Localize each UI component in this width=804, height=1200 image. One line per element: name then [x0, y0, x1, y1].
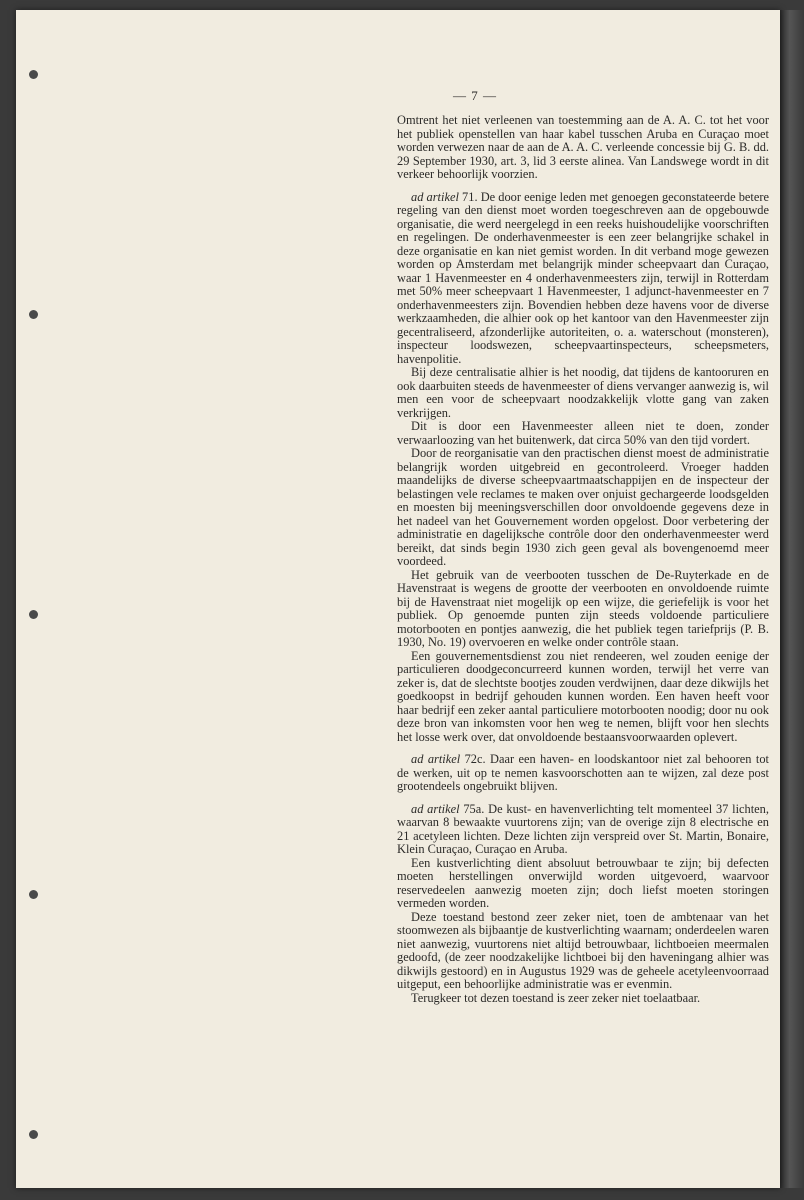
binding-hole: [29, 890, 38, 899]
article-number: 71.: [462, 189, 478, 204]
article-number: 75a.: [463, 801, 485, 816]
paragraph-ad-artikel-72c: ad artikel 72c. Daar een haven- en loodskantoor niet zal behooren tot de werken, uit op te nemen kasvoorschotten aan te wijzen, zal deze post grootendeels ongebruikt blijven.: [397, 752, 769, 793]
article-reference: ad artikel: [411, 189, 459, 204]
paragraph: Het gebruik van de veerbooten tusschen de De-Ruyterkade en de Havenstraat is wegens de grootte der veerbooten en onvoldoende ruimte bij de Havenstraat niet mogelijk op een wijze, die geriefelijk is voor het publiek. Op genoemde punten zijn steeds voldoende particuliere motorbooten en pontjes aanwezig, die het publiek tegen tariefprijs (P. B. 1930, No. 19) overvoeren en welke onder contrôle staan.: [397, 567, 769, 649]
binding-hole: [29, 610, 38, 619]
article-reference: ad artikel: [411, 752, 461, 766]
binding-hole: [29, 310, 38, 319]
body-text: [397, 114, 769, 1005]
binding-hole: [29, 1130, 38, 1139]
paragraph: Dit is door een Havenmeester alleen niet te doen, zonder verwaarloozing van het buitenwerk, dat circa 50% van den tijd vordert.: [397, 419, 769, 447]
paragraph-ad-artikel-75a: ad artikel 75a. De kust- en havenverlichting telt momenteel 37 lichten, waarvan 8 bewaakte vuurtorens zijn; van de overige zijn 8 electrische en 21 acetyleen lichten. Deze lichten zijn verspreid over St. Martin, Bonaire, Klein Curaçao, Curaçao en Aruba.: [397, 801, 769, 856]
page-number: — 7 —: [453, 88, 497, 103]
paragraph: Omtrent het niet verleenen van toestemming aan de A. A. C. tot het voor het publiek openstellen van haar kabel tusschen Aruba en Curaçao moet worden verwezen naar de aan de A. A. C. verleende concessie bij G. B. dd. 29 September 1930, art. 3, lid 3 eerste alinea. Van Landswege wordt in dit verkeer behoorlijk voorzien.: [397, 113, 769, 181]
paragraph: Terugkeer tot dezen toestand is zeer zeker niet toelaatbaar.: [411, 990, 701, 1005]
binding-hole: [29, 70, 38, 79]
paragraph-ad-artikel-71: ad artikel 71. De door eenige leden met genoegen geconstateerde betere regeling van den dienst moet worden toegeschreven aan de opgebouwde organisatie, die werd neergelegd in een reeks huishoudelijke voorschriften en regelingen. De onderhavenmeester is een zeer belangrijke schakel in deze organisatie en kan niet gemist worden. In dit verband moge gewezen worden op Amsterdam met belangrijk minder scheepvaart dan Curaçao, waar 1 Havenmeester en 4 onderhavenmeesters zijn, terwijl in Rotterdam met 50% meer scheepvaart 1 Havenmeester, 1 adjunct-havenmeester en 7 onderhavenmeesters zijn. Bovendien hebben deze havens voor de diverse werkzaamheden, die alhier ook op het kantoor van den Havenmeester zijn gecentraliseerd, afzonderlijke autoriteiten, o. a. waterschout (monsteren), inspecteur loodswezen, scheepvaartinspecteurs, scheepsmeters, havenpolitie.: [397, 189, 769, 366]
paragraph: Een gouvernementsdienst zou niet rendeeren, wel zouden eenige der particulieren doodgeconcurreerd kunnen worden, terwijl het verre van zeker is, dat de slechtste bootjes zouden verdwijnen, daar deze dikwijls het goedkoopst in bedrijf gehouden kunnen worden. Een haven heeft voor haar bedrijf een zeker aantal particuliere motorbooten noodig; door nu ook deze bron van inkomsten voor hen weg te nemen, blijft voor hen slechts het losse werk over, dat onvoldoende bestaansvoorwaarden oplevert.: [397, 648, 769, 744]
paragraph: Een kustverlichting dient absoluut betrouwbaar te zijn; bij defecten moeten herstellingen onverwijld worden uitgevoerd, waarvoor reservedeelen aanwezig moeten zijn; doch liefst moeten storingen vermeden worden.: [397, 855, 769, 910]
paragraph: Bij deze centralisatie alhier is het noodig, dat tijdens de kantooruren en ook daarbuiten steeds de havenmeester of diens vervanger aanwezig is, wil men een voor de scheepvaart noodzakkelijk vlotte gang van zaken verkrijgen.: [397, 365, 769, 420]
paragraph: Door de reorganisatie van den practischen dienst moest de administratie belangrijk worden uitgebreid en gecontroleerd. Vroeger hadden maandelijks de diverse scheepvaartmaatschappijen en de inspecteur der belastingen vele reclames te maken over onjuist gechargeerde loodsgelden en moesten bij meeningsverschillen door onvoldoende gegevens deze in het nadeel van het Gouvernement worden opgelost. Door verbetering der administratie en dagelijksche contrôle door den onderhavenmeester werd bereikt, dat sinds begin 1930 zich geen geval als bovengenoemd meer voordeed.: [397, 446, 769, 568]
paragraph: Deze toestand bestond zeer zeker niet, toen de ambtenaar van het stoomwezen als bijbaantje de kustverlichting waarnam; onderdeelen waren niet aanwezig, vuurtorens niet altijd betrouwbaar, lichtboeien meermalen gedoofd, (de zeer noodzakelijke lichtboei bij den haveningang alhier was dikwijls gestoord) en in Augustus 1929 was de geheele acetyleenvoorraad uitgeput, een behoorlijke administratie was er evenmin.: [397, 909, 769, 991]
binding-spine: [780, 10, 804, 1188]
article-number: 72c.: [464, 752, 486, 766]
article-reference: ad artikel: [411, 801, 460, 816]
document-page: [16, 10, 780, 1188]
